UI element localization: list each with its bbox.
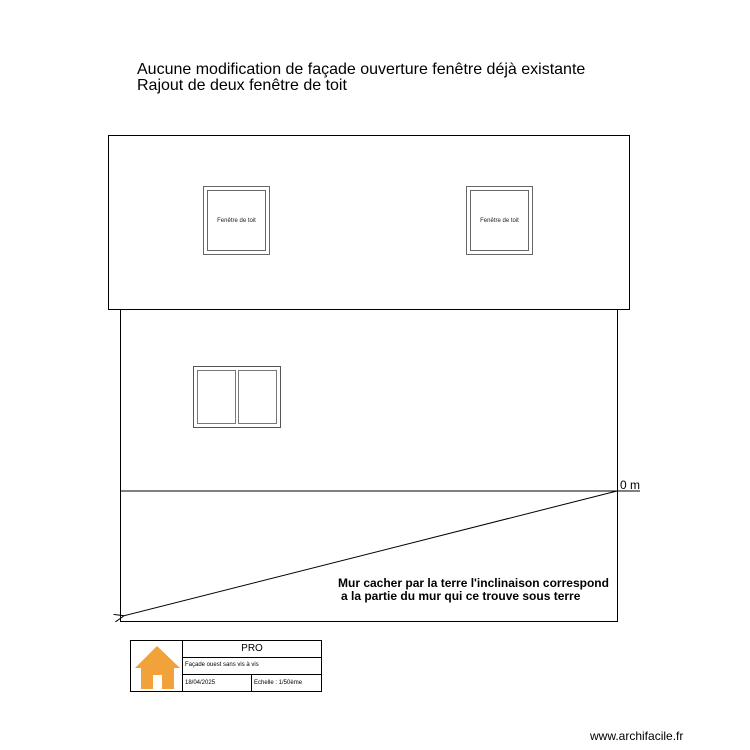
slope-note-line-2: a la partie du mur qui ce trouve sous terre	[341, 589, 581, 603]
drawing-date: 18/04/2025	[185, 680, 216, 686]
header-line-2: Rajout de deux fenêtre de toit	[137, 77, 347, 94]
date-cell	[182, 674, 252, 692]
drawing-scale: Echelle : 1/50ème	[254, 680, 303, 686]
header-line-1: Aucune modification de façade ouverture fenêtre déjà existante	[137, 61, 586, 78]
watermark: www.archifacile.fr	[590, 729, 684, 743]
company-name: PRO	[241, 643, 263, 654]
ground-level-label: 0 m	[620, 478, 641, 492]
company-cell	[182, 640, 322, 658]
skylight-label: Fenêtre de toit	[480, 217, 519, 224]
description-cell	[182, 657, 322, 675]
title-block	[130, 640, 322, 692]
house-icon	[131, 641, 184, 693]
logo-cell	[130, 640, 183, 692]
skylight-label: Fenêtre de toit	[217, 217, 256, 224]
scale-cell	[251, 674, 322, 692]
drawing-description: Façade ouest sans vis à vis	[185, 662, 259, 668]
slope-note-line-1: Mur cacher par la terre l'inclinaison correspond	[338, 576, 609, 590]
